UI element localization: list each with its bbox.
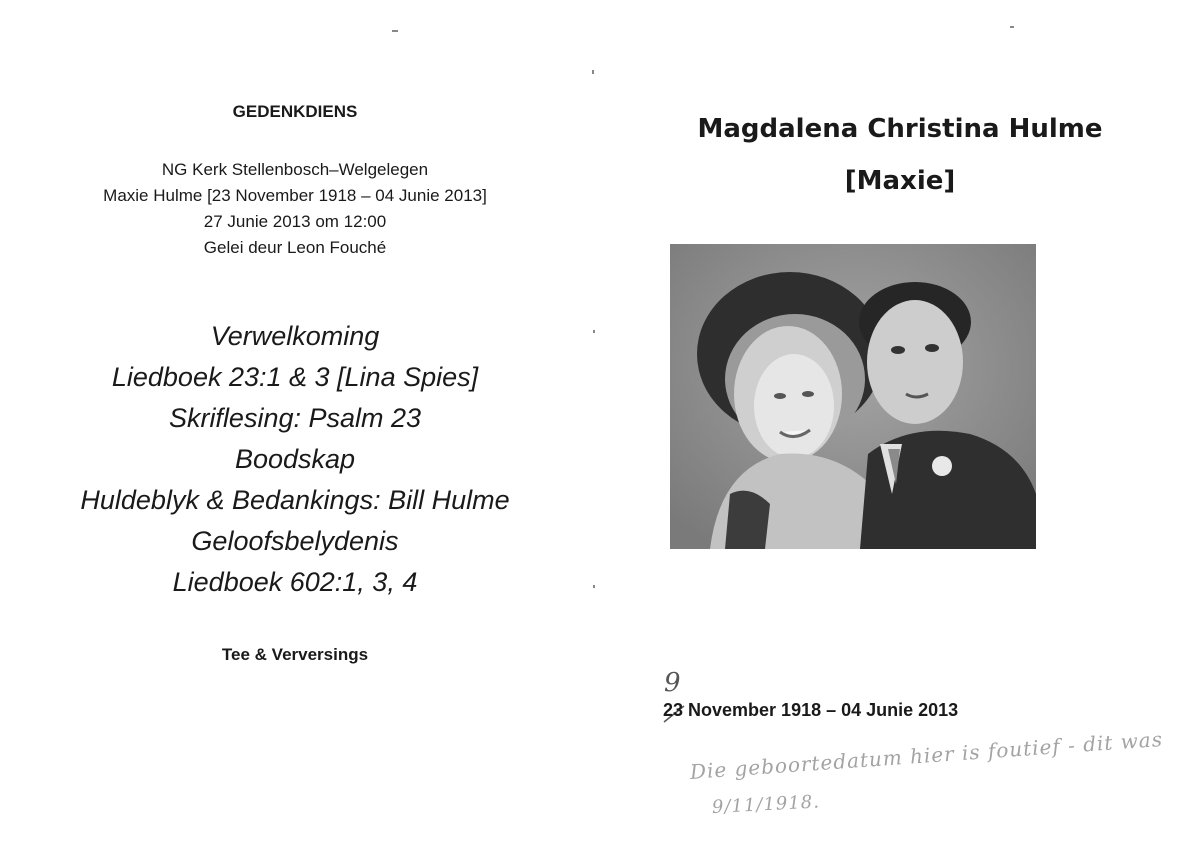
life-dates: 23 November 1918 – 04 Junie 2013 [663,700,959,720]
scan-speck [593,585,595,588]
handwritten-note-line2: 9/11/1918. [711,791,821,818]
service-heading: GEDENKDIENS [232,102,358,121]
scan-speck [392,30,398,32]
program-item: Verwelkoming [210,321,380,351]
service-info [40,157,550,261]
deceased-nickname: [Maxie] [844,166,956,196]
deceased-name-dates: Maxie Hulme [23 November 1918 – 04 Junie 2013] [103,186,487,205]
service-datetime: 27 Junie 2013 om 12:00 [203,212,387,231]
order-of-service [40,316,550,603]
deceased-full-name: Magdalena Christina Hulme [697,114,1103,144]
refreshments-note: Tee & Verversings [221,645,369,664]
scan-speck [592,70,594,74]
program-item: Geloofsbelydenis [191,526,399,556]
photo-illustration [670,244,1036,549]
couple-photograph [670,244,1036,549]
scan-speck [1010,26,1014,28]
handwritten-correction: 9 [664,668,681,698]
officiant: Gelei deur Leon Fouché [203,238,387,257]
handwritten-note-line1: Die geboortedatum hier is foutief - dit was [689,726,1164,784]
church-name: NG Kerk Stellenbosch–Welgelegen [161,160,429,179]
program-item: Liedboek 602:1, 3, 4 [172,567,418,597]
program-item: Boodskap [234,444,356,474]
program-item: Liedboek 23:1 & 3 [Lina Spies] [111,362,479,392]
program-item: Skriflesing: Psalm 23 [168,403,422,433]
program-item: Huldeblyk & Bedankings: Bill Hulme [80,485,510,515]
scan-speck [593,330,595,333]
